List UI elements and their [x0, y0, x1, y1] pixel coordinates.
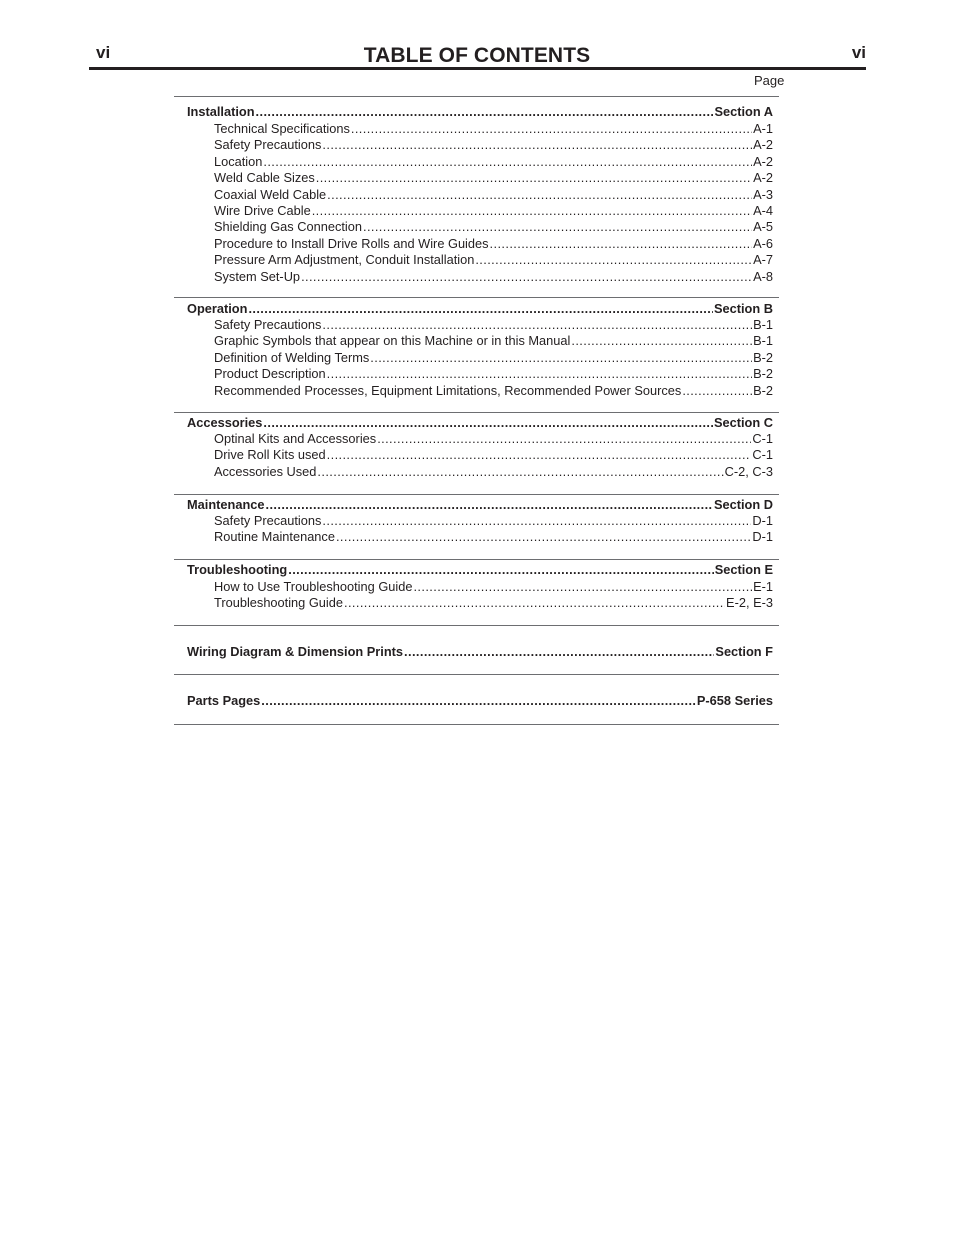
- dot-leader: [316, 170, 752, 186]
- toc-entry-label: Optinal Kits and Accessories: [214, 431, 377, 446]
- toc-entry-label: Maintenance: [187, 497, 265, 512]
- toc-section-row: [187, 497, 773, 513]
- toc-item-row: [214, 252, 773, 268]
- toc-entry-page: E-1: [753, 579, 773, 594]
- toc-entry-label: Wiring Diagram & Dimension Prints: [187, 644, 404, 659]
- toc-entry-page: E-2, E-3: [726, 595, 773, 611]
- toc-entry-label: Operation: [187, 301, 248, 316]
- page-number-right: vi: [851, 43, 866, 62]
- dot-leader: [475, 252, 752, 268]
- dot-leader: [327, 447, 752, 463]
- section-divider: [174, 559, 779, 560]
- dot-leader: [413, 579, 752, 595]
- toc-entry-page: D-1: [752, 513, 773, 528]
- toc-item-row: [214, 154, 773, 170]
- toc-section-row: [187, 301, 773, 317]
- toc-item-row: [214, 513, 773, 529]
- dot-leader: [327, 366, 752, 382]
- toc-entry-page: B-1: [753, 317, 773, 332]
- toc-entry-label: Product Description: [214, 366, 326, 382]
- toc-entry-page: A-3: [753, 186, 773, 202]
- toc-entry-label: Accessories Used: [214, 463, 317, 479]
- dot-leader: [266, 497, 713, 513]
- toc-item-row: [214, 121, 773, 137]
- toc-entry-label: Procedure to Install Drive Rolls and Wire Guides: [214, 235, 489, 251]
- page-column-label: Page: [754, 73, 785, 88]
- toc-entry-page: C-1: [752, 431, 773, 446]
- section-divider: [174, 625, 779, 626]
- toc-entry-page: A-2: [753, 170, 773, 186]
- dot-leader: [363, 219, 752, 235]
- toc-entry-page: Section D: [713, 497, 773, 512]
- toc-item-row: [214, 383, 773, 399]
- dot-leader: [377, 431, 751, 447]
- dot-leader: [682, 383, 752, 399]
- toc-entry-page: A-4: [753, 203, 773, 218]
- toc-entry-page: Section C: [713, 415, 773, 430]
- toc-entry-label: Location: [214, 153, 263, 169]
- toc-entry-page: A-7: [753, 252, 773, 268]
- dot-leader: [263, 154, 752, 170]
- toc-item-row: [214, 187, 773, 203]
- section-divider: [174, 297, 779, 298]
- toc-entry-page: P-658 Series: [696, 693, 773, 708]
- toc-entry-label: Definition of Welding Terms: [214, 349, 370, 365]
- toc-section-row: [187, 415, 773, 431]
- toc-entry-page: A-8: [753, 268, 773, 284]
- dot-leader: [322, 137, 752, 153]
- toc-item-row: [214, 579, 773, 595]
- toc-entry-page: Section B: [713, 301, 773, 316]
- toc-entry-label: Shielding Gas Connection: [214, 219, 362, 235]
- dot-leader: [301, 269, 752, 285]
- toc-section-row: [187, 562, 773, 578]
- toc-entry-page: Section E: [714, 562, 773, 577]
- toc-entry-page: A-6: [753, 235, 773, 251]
- toc-section-row: [187, 104, 773, 120]
- dot-leader: [336, 529, 751, 545]
- toc-item-row: [214, 431, 773, 447]
- toc-item-row: [214, 366, 773, 382]
- toc-entry-page: Section F: [715, 644, 773, 659]
- dot-leader: [344, 595, 725, 611]
- toc-entry-label: Installation: [187, 104, 255, 119]
- toc-entry-label: Wire Drive Cable: [214, 203, 311, 218]
- toc-entry-label: Accessories: [187, 415, 263, 430]
- toc-entry-label: Graphic Symbols that appear on this Machine or in this Manual: [214, 333, 571, 349]
- toc-entry-label: Pressure Arm Adjustment, Conduit Installation: [214, 252, 475, 268]
- toc-item-row: [214, 447, 773, 463]
- toc-entry-label: Technical Specifications: [214, 121, 350, 136]
- toc-entry-page: B-2: [753, 349, 773, 365]
- toc-entry-label: Weld Cable Sizes: [214, 170, 315, 186]
- toc-item-row: [214, 595, 773, 611]
- toc-item-row: [214, 317, 773, 333]
- page-title: TABLE OF CONTENTS: [363, 44, 591, 67]
- section-divider: [174, 96, 779, 97]
- section-divider: [174, 724, 779, 725]
- toc-item-row: [214, 464, 773, 480]
- dot-leader: [261, 693, 696, 709]
- toc-entry-label: How to Use Troubleshooting Guide: [214, 579, 413, 594]
- toc-entry-label: Safety Precautions: [214, 513, 322, 528]
- dot-leader: [351, 121, 752, 137]
- toc-item-row: [214, 236, 773, 252]
- section-divider: [174, 412, 779, 413]
- toc-entry-label: Safety Precautions: [214, 317, 322, 332]
- toc-item-row: [214, 269, 773, 285]
- toc-entry-page: A-2: [753, 137, 773, 153]
- toc-entry-page: A-5: [753, 219, 773, 235]
- dot-leader: [571, 333, 752, 349]
- toc-entry-page: B-2: [753, 366, 773, 382]
- dot-leader: [248, 301, 713, 317]
- dot-leader: [370, 350, 752, 366]
- toc-entry-label: Drive Roll Kits used: [214, 447, 326, 463]
- toc-item-row: [214, 333, 773, 349]
- toc-entry-page: A-1: [753, 121, 773, 136]
- dot-leader: [317, 464, 723, 480]
- dot-leader: [256, 104, 714, 120]
- toc-entry-label: Safety Precautions: [214, 137, 322, 153]
- toc-section-row: [187, 644, 773, 660]
- toc-entry-label: Recommended Processes, Equipment Limitations, Recommended Power Sources: [214, 382, 682, 398]
- toc-entry-page: Section A: [714, 104, 773, 119]
- toc-item-row: [214, 203, 773, 219]
- toc-entry-page: B-1: [753, 333, 773, 349]
- dot-leader: [322, 513, 751, 529]
- dot-leader: [288, 562, 713, 578]
- toc-entry-page: C-1: [752, 447, 773, 463]
- toc-entry-page: A-2: [753, 153, 773, 169]
- dot-leader: [490, 236, 753, 252]
- dot-leader: [263, 415, 713, 431]
- section-divider: [174, 494, 779, 495]
- toc-item-row: [214, 529, 773, 545]
- toc-item-row: [214, 170, 773, 186]
- page-number-left: vi: [96, 43, 111, 62]
- toc-entry-page: B-2: [753, 382, 773, 398]
- toc-entry-page: D-1: [752, 529, 773, 545]
- toc-entry-label: Routine Maintenance: [214, 529, 335, 545]
- toc-item-row: [214, 350, 773, 366]
- dot-leader: [322, 317, 752, 333]
- toc-entry-label: Troubleshooting Guide: [214, 595, 343, 611]
- dot-leader: [312, 203, 752, 219]
- toc-entry-label: Parts Pages: [187, 693, 261, 708]
- toc-entry-label: Coaxial Weld Cable: [214, 186, 327, 202]
- dot-leader: [327, 187, 752, 203]
- toc-item-row: [214, 219, 773, 235]
- toc-entry-label: System Set-Up: [214, 268, 301, 284]
- toc-section-row: [187, 693, 773, 709]
- dot-leader: [404, 644, 714, 660]
- section-divider: [174, 674, 779, 675]
- toc-item-row: [214, 137, 773, 153]
- title-divider: [89, 67, 866, 70]
- toc-entry-page: C-2, C-3: [724, 463, 773, 479]
- toc-entry-label: Troubleshooting: [187, 562, 288, 577]
